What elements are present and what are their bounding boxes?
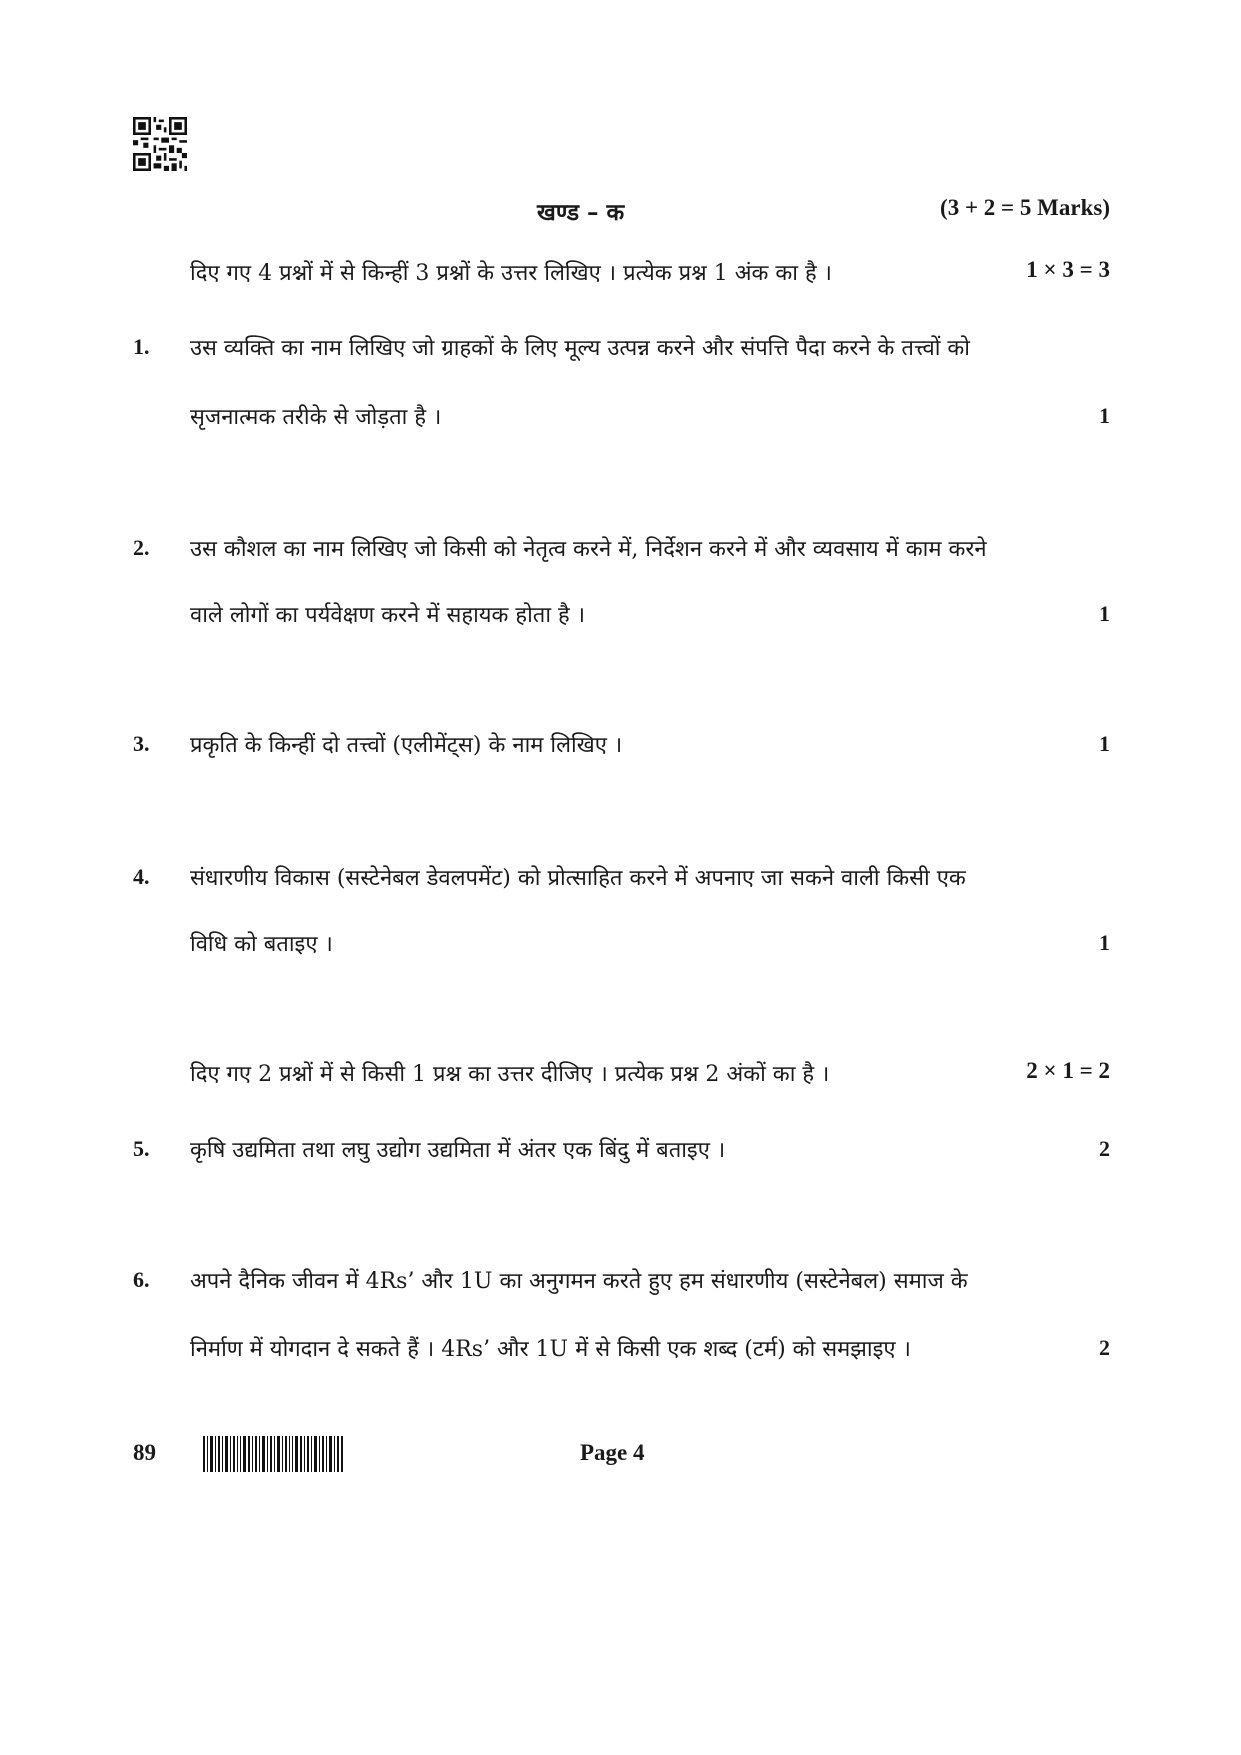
question-text: कृषि उद्यमिता तथा लघु उद्योग उद्यमिता में अंतर एक बिंदु में बताइए ।: [190, 1138, 726, 1163]
question-marks: 1: [1099, 601, 1110, 626]
question-number: 4.: [133, 864, 150, 889]
question-marks: 1: [1099, 403, 1110, 428]
paper-code: 89: [133, 1440, 156, 1465]
question-text: वाले लोगों का पर्यवेक्षण करने में सहायक होता है ।: [190, 603, 586, 628]
instruction-marks: 2 × 1 = 2: [1026, 1058, 1110, 1083]
barcode-icon: [203, 1436, 343, 1472]
question-marks: 2: [1099, 1335, 1110, 1360]
question-text: उस व्यक्ति का नाम लिखिए जो ग्राहकों के लिए मूल्य उत्पन्न करने और संपत्ति पैदा करने के तत्त्वों को: [190, 336, 970, 361]
question-marks: 2: [1099, 1136, 1110, 1161]
question-number: 6.: [133, 1267, 150, 1292]
question-marks: 1: [1099, 930, 1110, 955]
section-marks: (3 + 2 = 5 Marks): [940, 195, 1110, 220]
question-number: 3.: [133, 731, 150, 756]
instruction-text: दिए गए 2 प्रश्नों में से किसी 1 प्रश्न का उत्तर दीजिए । प्रत्येक प्रश्न 2 अंकों का है ।: [190, 1062, 830, 1087]
question-text: सृजनात्मक तरीके से जोड़ता है ।: [190, 405, 442, 430]
question-text: विधि को बताइए ।: [190, 932, 333, 957]
question-number: 1.: [133, 334, 150, 359]
question-marks: 1: [1099, 731, 1110, 756]
question-text: निर्माण में योगदान दे सकते हैं । 4Rs’ और 1U में से किसी एक शब्द (टर्म) को समझाइए ।: [190, 1337, 911, 1362]
question-text: अपने दैनिक जीवन में 4Rs’ और 1U का अनुगमन करते हुए हम संधारणीय (सस्टेनेबल) समाज के: [190, 1269, 968, 1294]
question-number: 5.: [133, 1136, 150, 1161]
question-number: 2.: [133, 535, 150, 560]
instruction-text: दिए गए 4 प्रश्नों में से किन्हीं 3 प्रश्नों के उत्तर लिखिए । प्रत्येक प्रश्न 1 अंक का है ।: [190, 261, 832, 286]
qr-code-icon: [133, 117, 187, 171]
instruction-marks: 1 × 3 = 3: [1026, 257, 1110, 282]
question-text: प्रकृति के किन्हीं दो तत्त्वों (एलीमेंट्स) के नाम लिखिए ।: [190, 733, 623, 758]
question-text: संधारणीय विकास (सस्टेनेबल डेवलपमेंट) को प्रोत्साहित करने में अपनाए जा सकने वाली किसी एक: [190, 866, 966, 891]
question-text: उस कौशल का नाम लिखिए जो किसी को नेतृत्व करने में, निर्देशन करने में और व्यवसाय में काम करने: [190, 537, 987, 562]
section-title: खण्ड – क: [537, 199, 625, 226]
page-number: Page 4: [580, 1440, 645, 1465]
